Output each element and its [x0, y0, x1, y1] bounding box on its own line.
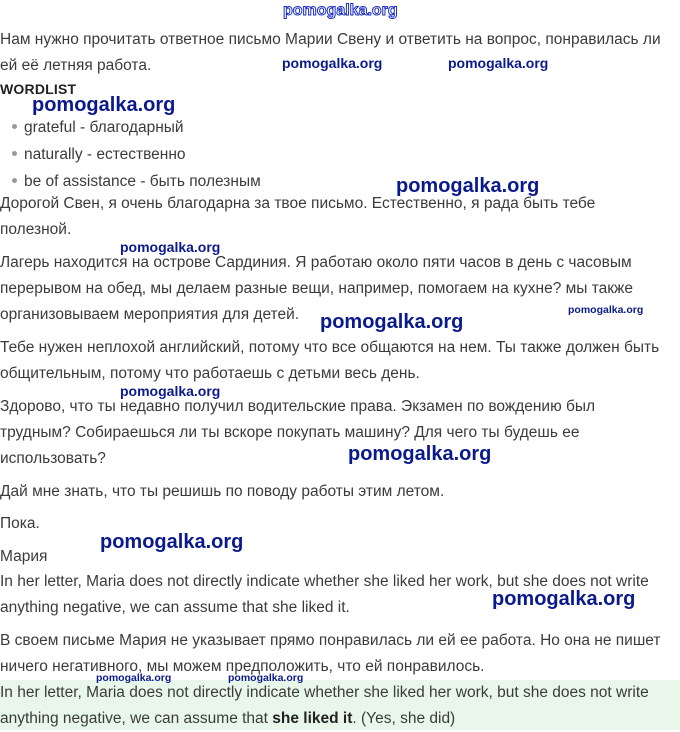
watermark: pomogalka.org [282, 55, 383, 71]
explanation-russian: В своем письме Мария не указывает прямо понравилась ли ей ее работа. Но она не пишет ничего негативного, мы можем предположить, что ей понравилось. [0, 632, 661, 675]
answer-paragraph: In her letter, Maria does not directly indicate whether she liked her work, but she does not write anything negative, we can assume that she liked it. (Yes, she did) [0, 684, 649, 727]
watermark: pomogalka.org [492, 588, 636, 610]
site-header-logo: pomogalka.org [283, 2, 398, 19]
bullet-icon [12, 124, 17, 129]
watermark: pomogalka.org [320, 311, 464, 333]
letter-signature: Мария [0, 548, 48, 565]
watermark: pomogalka.org [448, 55, 549, 71]
intro-paragraph: Нам нужно прочитать ответное письмо Марии Свену и ответить на вопрос, понравилась ли ей её летняя работа. [0, 31, 661, 74]
watermark: pomogalka.org [396, 175, 540, 197]
watermark: pomogalka.org [568, 304, 644, 316]
watermark: pomogalka.org [100, 531, 244, 553]
answer-bold: she liked it [272, 710, 353, 727]
explanation-english: In her letter, Maria does not directly indicate whether she liked her work, but she does not write anything negative, we can assume that she liked it. [0, 573, 649, 616]
bullet-icon [12, 178, 17, 183]
bullet-icon [12, 151, 17, 156]
wordlist-item: be of assistance - быть полезным [12, 169, 261, 195]
watermark: pomogalka.org [96, 672, 172, 684]
letter-closing: Пока. [0, 515, 40, 532]
watermark: pomogalka.org [120, 383, 221, 399]
watermark: pomogalka.org [228, 672, 304, 684]
letter-paragraph-4: Здорово, что ты недавно получил водительские права. Экзамен по вождению был трудным? Собираешься ли ты вскоре покупать машину? Для чего ты будешь ее использовать? [0, 398, 596, 467]
watermark: pomogalka.org [348, 443, 492, 465]
wordlist-heading: WORDLIST [0, 81, 77, 97]
letter-paragraph-5: Дай мне знать, что ты решишь по поводу работы этим летом. [0, 483, 445, 500]
letter-paragraph-2: Лагерь находится на острове Сардиния. Я работаю около пяти часов в день с часовым перерывом на обед, мы делаем разные вещи, например, помогаем на кухне? мы также организовываем мероприятия для детей. [0, 254, 634, 323]
watermark: pomogalka.org [120, 239, 221, 255]
letter-paragraph-3: Тебе нужен неплохой английский, потому что все общаются на нем. Ты также должен быть общительным, потому что работаешь с детьми весь день. [0, 339, 660, 382]
letter-paragraph-1: Дорогой Свен, я очень благодарна за твое письмо. Естественно, я рада быть тебе полезной. [0, 195, 596, 238]
wordlist-item: grateful - благодарный [12, 115, 184, 141]
watermark: pomogalka.org [32, 94, 176, 116]
wordlist-item: naturally - естественно [12, 142, 186, 168]
